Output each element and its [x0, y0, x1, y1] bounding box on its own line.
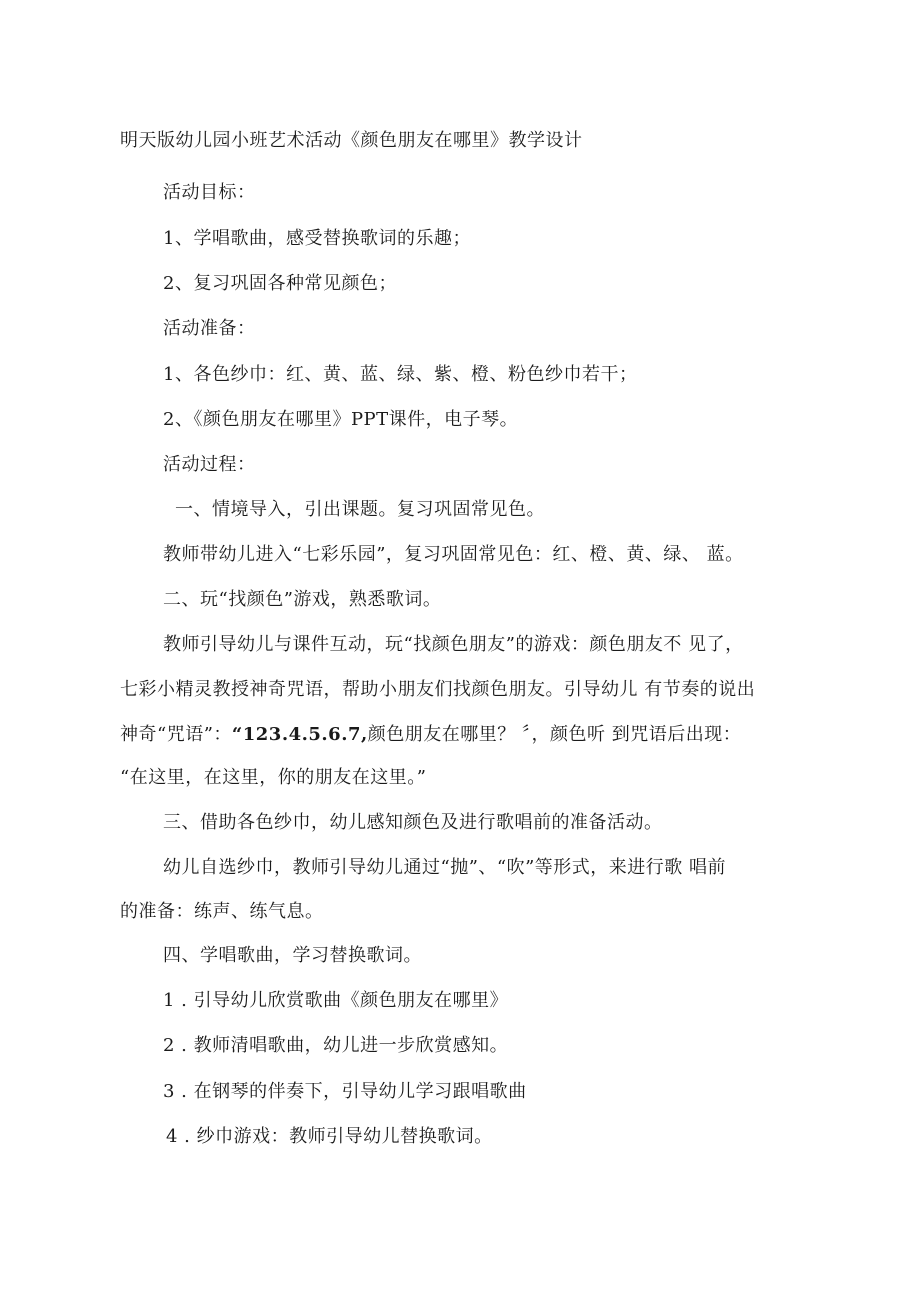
goal-item: 2、复习巩固各种常见颜色； [163, 273, 397, 294]
step-text: 幼儿自选纱巾，教师引导幼儿通过“抛”、“吹”等形式，来进行歌 唱前 [163, 857, 727, 878]
step-text-part: 颜色朋友在哪里？ 〞，颜色听 到咒语后出现： [367, 724, 742, 745]
step-text: 教师带幼儿进入“七彩乐园”，复习巩固常见色：红、橙、黄、绿、 蓝。 [163, 544, 744, 565]
prep-heading: 活动准备： [163, 318, 256, 339]
step-heading: 一、情境导入，引出课题。复习巩固常见色。 [175, 499, 545, 520]
goal-heading: 活动目标： [163, 182, 256, 203]
step-heading: 三、借助各色纱巾，幼儿感知颜色及进行歌唱前的准备活动。 [163, 812, 663, 833]
prep-item: 2、《颜色朋友在哪里》PPT课件，电子琴。 [163, 409, 519, 430]
step-text: 七彩小精灵教授神奇咒语，帮助小朋友们找颜色朋友。引导幼儿 有节奏的说出 [120, 679, 756, 700]
step-list-item: 1 . 引导幼儿欣赏歌曲《颜色朋友在哪里》 [163, 990, 509, 1011]
incantation-numbers: “123.4.5.6.7, [231, 724, 368, 745]
step-heading: 四、学唱歌曲，学习替换歌词。 [163, 945, 422, 966]
step-text: 的准备：练声、练气息。 [120, 901, 324, 922]
step-list-item: 3 . 在钢琴的伴奏下，引导幼儿学习跟唱歌曲 [163, 1081, 527, 1102]
process-heading: 活动过程： [163, 454, 256, 475]
goal-item: 1、学唱歌曲，感受替换歌词的乐趣； [163, 228, 471, 249]
prep-item: 1、各色纱巾：红、黄、蓝、绿、紫、橙、粉色纱巾若干； [163, 364, 638, 385]
step-text [120, 723, 741, 747]
step-text: “在这里，在这里，你的朋友在这里。” [120, 767, 427, 788]
step-text-part: 神奇“咒语”： [120, 724, 232, 745]
step-list-item: 2 . 教师清唱歌曲，幼儿进一步欣赏感知。 [163, 1035, 509, 1056]
step-list-item: 4 . 纱巾游戏：教师引导幼儿替换歌词。 [166, 1126, 493, 1147]
step-heading: 二、玩“找颜色”游戏，熟悉歌词。 [163, 589, 442, 610]
document-title: 明天版幼儿园小班艺术活动《颜色朋友在哪里》教学设计 [120, 130, 583, 151]
step-text: 教师引导幼儿与课件互动，玩“找颜色朋友”的游戏：颜色朋友不 见了， [163, 634, 744, 655]
